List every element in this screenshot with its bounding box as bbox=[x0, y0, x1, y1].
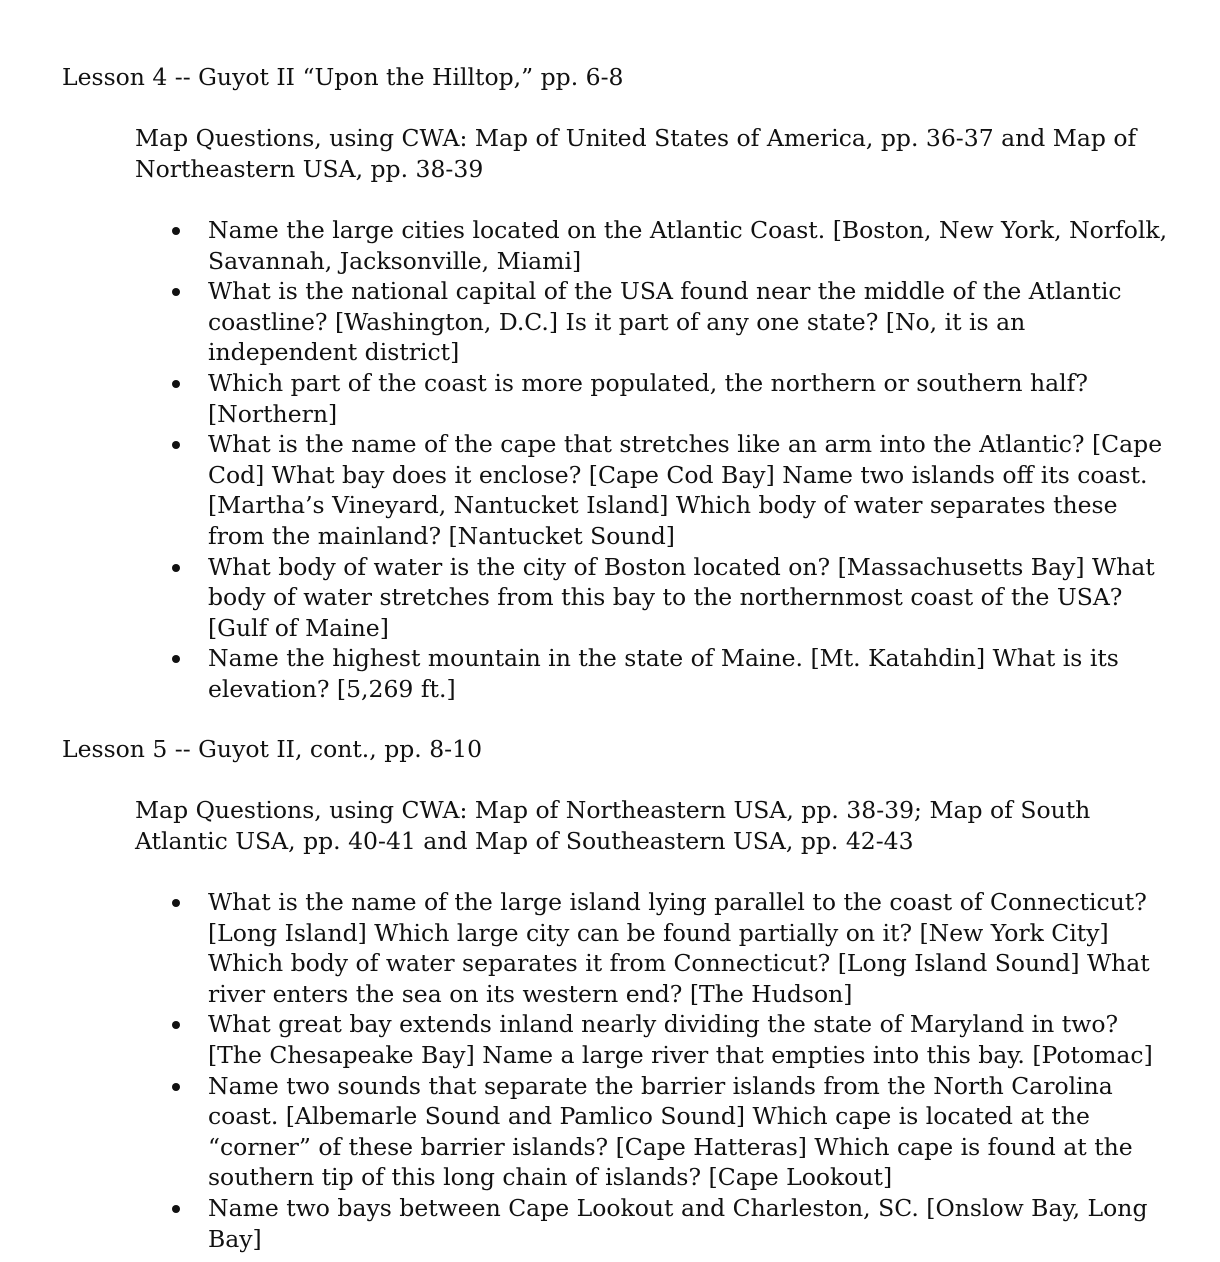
list-item bbox=[208, 643, 1168, 704]
list-item bbox=[208, 1009, 1168, 1070]
list-item bbox=[208, 552, 1168, 644]
question-text: What body of water is the city of Boston located on? [Massachusetts Bay] What body of water stretches from this bay to the northernmost coast of the USA? [Gulf of Maine] bbox=[208, 552, 1155, 642]
question-text: Which part of the coast is more populated, the northern or southern half? [Northern] bbox=[208, 368, 1088, 428]
bullet-icon bbox=[172, 1205, 180, 1213]
bullet-icon bbox=[172, 1083, 180, 1091]
list-item bbox=[208, 276, 1168, 368]
lesson-4-intro: Map Questions, using CWA: Map of United States of America, pp. 36-37 and Map of Northeastern USA, pp. 38-39 bbox=[135, 124, 1137, 183]
bullet-icon bbox=[172, 380, 180, 388]
question-text: Name two bays between Cape Lookout and Charleston, SC. [Onslow Bay, Long Bay] bbox=[208, 1193, 1148, 1253]
list-item bbox=[208, 1071, 1168, 1193]
question-text: What great bay extends inland nearly dividing the state of Maryland in two? [The Chesapeake Bay] Name a large river that empties into this bay. [Potomac] bbox=[208, 1010, 1153, 1069]
bullet-icon bbox=[172, 655, 180, 663]
lesson-5-title: Lesson 5 -- Guyot II, cont., pp. 8-10 bbox=[62, 735, 483, 763]
lesson-4-question-list bbox=[208, 215, 1168, 705]
bullet-icon bbox=[172, 1021, 180, 1029]
question-text: What is the name of the large island lying parallel to the coast of Connecticut? [Long Island] Which large city can be found partially on it? [New York City] Which body of water separates it from Connecticut? [Long Island Sound] What river enters the sea on its western end? [The Hudson] bbox=[208, 888, 1150, 1008]
question-text: What is the national capital of the USA found near the middle of the Atlantic coastline? [Washington, D.C.] Is it part of any one state? [No, it is an independent district] bbox=[208, 277, 1122, 367]
bullet-icon bbox=[172, 441, 180, 449]
bullet-icon bbox=[172, 899, 180, 907]
list-item bbox=[208, 215, 1168, 276]
question-text: Name the large cities located on the Atlantic Coast. [Boston, New York, Norfolk, Savannah, Jacksonville, Miami] bbox=[208, 216, 1168, 275]
lesson-5-question-list bbox=[208, 887, 1168, 1254]
question-text: Name two sounds that separate the barrier islands from the North Carolina coast. [Albemarle Sound and Pamlico Sound] Which cape is located at the “corner” of these barrier islands? [Cape Hatteras] Which cape is found at the southern tip of this long chain of islands? [Cape Lookout] bbox=[208, 1071, 1133, 1192]
lesson-5-intro: Map Questions, using CWA: Map of Northeastern USA, pp. 38-39; Map of South Atlantic USA, pp. 40-41 and Map of Southeastern USA, pp. 42-43 bbox=[135, 796, 1091, 855]
bullet-icon bbox=[172, 288, 180, 296]
bullet-icon bbox=[172, 227, 180, 235]
question-text: Name the highest mountain in the state of Maine. [Mt. Katahdin] What is its elevation? [5,269 ft.] bbox=[208, 644, 1119, 703]
list-item bbox=[208, 1193, 1168, 1254]
question-text: What is the name of the cape that stretches like an arm into the Atlantic? [Cape Cod] What bay does it enclose? [Cape Cod Bay] Name two islands off its coast. [Martha’s Vineyard, Nantucket Island] Which body of water separates these from the mainland? [Nantucket Sound] bbox=[208, 430, 1163, 550]
list-item bbox=[208, 429, 1168, 551]
list-item bbox=[208, 368, 1168, 429]
list-item bbox=[208, 887, 1168, 1009]
lesson-4-title: Lesson 4 -- Guyot II “Upon the Hilltop,” pp. 6-8 bbox=[62, 63, 624, 91]
bullet-icon bbox=[172, 564, 180, 572]
